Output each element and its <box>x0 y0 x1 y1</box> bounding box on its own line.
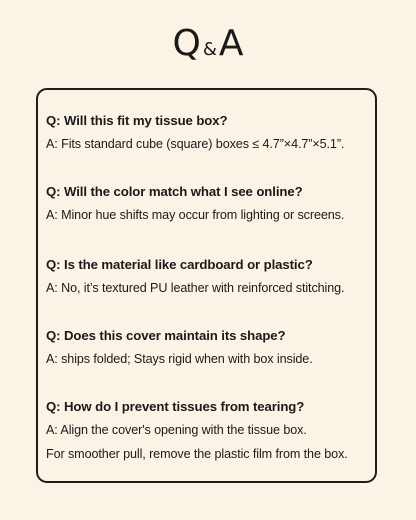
faq-item-fit <box>46 112 376 153</box>
page-title <box>0 23 416 64</box>
faq-answer: A: Align the cover's opening with the tissue box. <box>46 423 307 437</box>
title-ampersand: & <box>202 39 217 60</box>
faq-answer: A: ships folded; Stays rigid when with box inside. <box>46 352 313 366</box>
title-q: Q <box>172 23 201 64</box>
faq-answer: A: Fits standard cube (square) boxes ≤ 4.7”×4.7”×5.1”. <box>46 137 345 151</box>
faq-question: Q: Does this cover maintain its shape? <box>46 328 286 343</box>
faq-item-tearing <box>46 398 376 463</box>
faq-answer: A: Minor hue shifts may occur from lighting or screens. <box>46 208 345 222</box>
faq-question: Q: Will this fit my tissue box? <box>46 113 228 128</box>
faq-question: Q: Is the material like cardboard or plastic? <box>46 257 313 272</box>
faq-item-shape <box>46 327 376 368</box>
faq-question: Q: How do I prevent tissues from tearing? <box>46 399 305 414</box>
faq-question: Q: Will the color match what I see online? <box>46 184 303 199</box>
faq-item-material <box>46 256 376 297</box>
faq-answer: A: No, it’s textured PU leather with reinforced stitching. <box>46 281 345 295</box>
faq-answer: For smoother pull, remove the plastic film from the box. <box>46 447 348 461</box>
faq-card <box>36 88 377 483</box>
faq-item-color <box>46 183 376 224</box>
title-a: A <box>218 23 244 64</box>
